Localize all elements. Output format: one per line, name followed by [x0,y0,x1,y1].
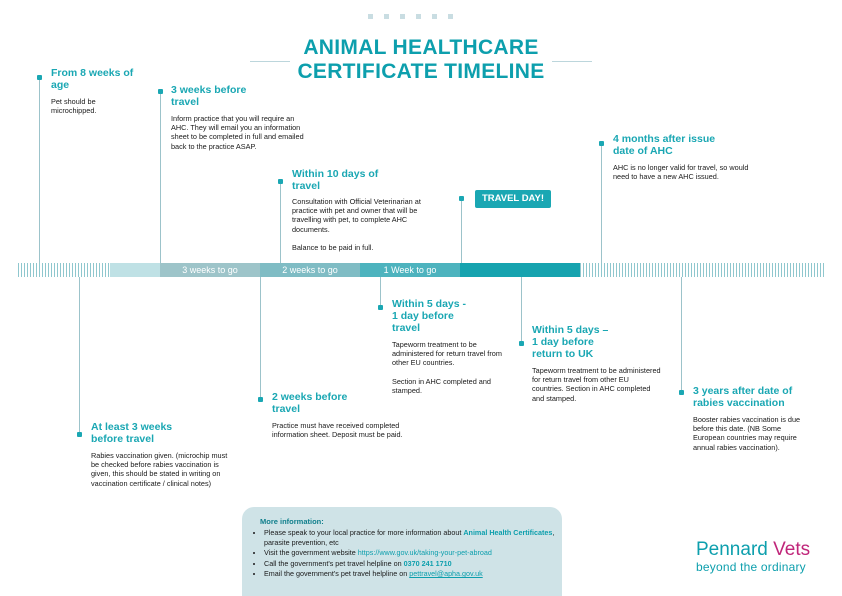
info-list [250,528,564,580]
connector-2-weeks-before [260,277,261,399]
event-body: Tapeworm treatment to be administered for return travel from other EU countries. Section in AHC completed and stamped. [532,366,661,403]
event-4-months-after [613,133,753,181]
event-from-8-weeks [51,67,141,115]
title-rule-right [552,61,592,62]
connector-travel-day [461,201,462,263]
info-item-practice: • Please speak to your local practice for more information about Animal Health Certificates, parasite prevention, etc [264,528,564,547]
timeline-ticks-left [18,263,110,277]
marker-at-least-3-weeks [77,432,82,437]
title-line-1: ANIMAL HEALTHCARE [303,36,539,59]
event-body: Consultation with Official Veterinarian at practice with pet and owner that will be travelling with pet, to complete AHC documents. Balance to be paid in full. [292,197,421,252]
marker-10-days [278,179,283,184]
timeline-bar [18,263,824,277]
marker-3-weeks-before [158,89,163,94]
segment-2-weeks: 2 weeks to go [260,263,360,277]
event-body: Rabies vaccination given. (microchip must be checked before rabies vaccination is given, this should be stated in writing on vaccination certificate / clinical notes) [91,451,228,488]
info-item-email: • Email the government's pet travel helpline on pettravel@apha.gov.uk [264,569,564,579]
helpline-phone-link[interactable]: 0370 241 1710 [403,558,452,568]
title-line-2: CERTIFICATE TIMELINE [297,60,545,83]
helpline-email-link[interactable]: pettravel@apha.gov.uk [409,569,483,579]
brand-name: Pennard Vets [696,539,811,560]
event-title: Within 5 days – 1 day before return to UK [532,324,609,360]
event-within-5-days-return [532,324,667,403]
event-title: Within 5 days - 1 day before travel [392,298,466,334]
travel-day-badge: TRAVEL DAY! [475,190,551,208]
event-2-weeks-before [272,391,417,439]
connector-10-days [280,184,281,263]
event-within-10-days [292,168,442,252]
connector-4-months [601,145,602,263]
marker-travel-day [459,196,464,201]
event-3-weeks-before [171,84,316,151]
info-title: More information: [260,517,324,526]
timeline-ticks-right [580,263,824,277]
connector-3-years [681,277,682,392]
segment-travel [460,263,580,277]
connector-8-weeks [39,78,40,263]
connector-at-least-3-weeks [79,277,80,434]
segment-3-weeks: 3 weeks to go [160,263,260,277]
event-title: Within 10 days of travel [292,168,379,192]
event-title: At least 3 weeks before travel [91,421,173,445]
event-title: 2 weeks before travel [272,391,348,415]
event-title: From 8 weeks of age [51,67,134,91]
event-3-years-after [693,385,823,452]
top-dots-decoration [368,14,478,20]
marker-5-days-return [519,341,524,346]
event-title: 3 weeks before travel [171,84,247,108]
event-body: Pet should be microchipped. [51,97,97,116]
connector-3-weeks-before [160,93,161,263]
event-body: Tapeworm treatment to be administered for return travel from other EU countries. Section in AHC completed and stamped. [392,340,502,395]
marker-2-weeks-before [258,397,263,402]
brand-logo [696,540,836,574]
brand-tagline: beyond the ordinary [696,560,806,574]
event-title: 4 months after issue date of AHC [613,133,716,157]
event-body: Inform practice that you will require an AHC. They will email you an information sheet to be completed in full and emailed back to the practice ASAP. [171,114,304,151]
event-title: 3 years after date of rabies vaccination [693,385,793,409]
event-body: AHC is no longer valid for travel, so would need to have a new AHC issued. [613,163,749,182]
timeline-lead-segment [110,263,160,277]
marker-8-weeks [37,75,42,80]
title-rule-left [250,61,290,62]
connector-5-days-travel [380,277,381,307]
more-information-box [242,507,562,596]
event-body: Booster rabies vaccination is due before this date. (NB Some European countries may require annual rabies vaccination). [693,415,801,452]
connector-5-days-return [521,277,522,343]
segment-1-week: 1 Week to go [360,263,460,277]
ahc-link[interactable]: Animal Health Certificates [463,528,553,537]
event-body: Practice must have received completed information sheet. Deposit must be paid. [272,421,403,440]
info-item-phone: • Call the government's pet travel helpline on 0370 241 1710 [264,559,564,569]
marker-4-months [599,141,604,146]
page-title [290,36,552,84]
gov-website-link[interactable]: https://www.gov.uk/taking-your-pet-abroad [357,548,492,558]
marker-3-years [679,390,684,395]
marker-5-days-travel [378,305,383,310]
event-at-least-3-weeks [91,421,231,488]
event-within-5-days-travel [392,298,512,395]
info-item-website: • Visit the government website https://www.gov.uk/taking-your-pet-abroad [264,548,564,558]
